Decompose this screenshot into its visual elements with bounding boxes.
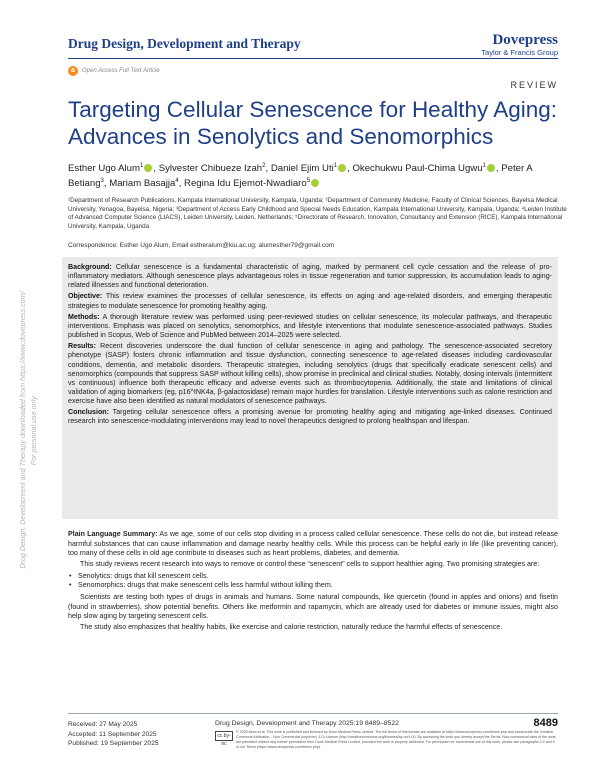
journal-name[interactable]: Drug Design, Development and Therapy [68,36,301,51]
author-affiliation-mark: 2 [262,163,266,169]
correspondence: Correspondence: Esther Ugo Alum, Email estheralum@kiu.ac.ug; alumesther79@gmail.com [68,242,335,249]
abstract-results: Results: Recent discoveries underscore the dual function of cellular senescence in aging and pathology. The senescence-associated secretory phenotype (SASP) fosters chronic inflammation and tissue dysfunction, connecting senescence to age-related diseases including cardiovascular conditions, dementia, and metabolic disorders. Therapeutic strategies, including senolytics (drugs that specifically eradicate senescent cells) and senomorphics (compounds that suppress SASP without killing cells), show promise in preclinical and clinical studies. Notably, dosing intervals (intermittent vs continuous) influence both therapeutic efficacy and adverse events such as thrombocytopenia. Additionally, the state and limitations of clinical validation of aging biomarkers (eg, p16^INK4a, β-galactosidase) remain major hurdles for translation. Lifestyle interventions such as calorie restriction and exercise have also been identified as natural modulators of senescence pathways. [68,342,552,405]
pls-bullet: • Senomorphics: drugs that make senescent cells less harmful without killing them. [78,581,558,591]
author-affiliation-mark: 3 [100,178,104,185]
pls-paragraph: This study reviews recent research into ways to remove or control these “senescent” cells to support healthier aging. Two promising strategies are: [80,560,540,569]
footer-journal-ref[interactable]: Drug Design, Development and Therapy 2025:19 8489–8522 [215,720,399,727]
affiliations: ¹Department of Research Publications, Kampala International University, Kampala, Uganda; ²Department of Community Medicine, Faculty of Clinical Sciences, Bayelsa Medical University, Yenagoa, Bayelsa, Nigeria; ³Department of Access Early Childhood and Special Needs Education, Kampala International University, Kampala, Uganda; ⁴Leiden Institute of Advanced Computer Science (LIACS), Leiden University, Leiden, Netherlands; ⁵Directorate of Research, Innovation, Consultancy and Extension (RICE), Kampala International University, Kampala, Uganda [68,197,567,230]
publisher-logo[interactable] [481,33,558,58]
abstract-box [62,257,558,519]
accepted-date: Accepted: 11 September 2025 [68,730,157,738]
orcid-icon[interactable] [338,164,346,172]
publisher-name: Dovepress [492,32,558,48]
abstract-background: Background: Cellular senescence is a fundamental characteristic of aging, marked by permanent cell cycle cessation and the release of pro-inflammatory mediators. Although senescence plays advantageous roles in tissue regeneration and tumor suppression, its accumulation leads to aging-related illnesses and functional deterioration. [68,263,552,290]
license-text: © 2025 Alum et al. This work is published and licensed by Dove Medical Press Limited. The full terms of this license are available at https://www.dovepress.com/terms.php and incorporate the Creative Commons Attribution – Non Commercial (unported, 4.0) License (http://creativecommons.org/licenses/by-nc/4.0/). By accessing the work you hereby accept the Terms. Non-commercial uses of the work are permitted without any further permission from Dove Medical Press Limited, provided the work is properly attributed. For permission for commercial use of this work, please see paragraphs 4.2 and 5 of our Terms (https://www.dovepress.com/terms.php). [236,730,556,749]
abstract-conclusion: Conclusion: Targeting cellular senescence offers a promising avenue for promoting healthy aging and mitigating age-linked diseases. Continued research into senescence-modulating interventions may lead to novel therapeutics designed to prolong healthspan and lifespan. [68,408,552,426]
article-dates [68,720,159,749]
received-date: Received: 27 May 2025 [68,721,138,728]
abstract-methods: Methods: A thorough literature review was performed using peer-reviewed studies on cellular senescence, its molecular pathways, and therapeutic interventions. Emphasis was placed on senolytics, senomorphics, and lifestyle interventions that modulate senescence-associated pathways. Studies published in Scopus, Web of Science and PubMed between 2014–2025 were selected. [68,312,552,340]
orcid-icon[interactable] [487,164,495,172]
pls-paragraph: Plain Language Summary: As we age, some of our cells stop dividing in a process called cellular senescence. These cells do not die, but instead release harmful substances that can cause inflammation and damage nearby healthy cells. While this process can be helpful early in life (like preventing cancer), too many of these cells in old age contribute to diseases such as heart problems, diabetes, and dementia. [68,530,558,558]
author-affiliation-mark: 1 [482,163,486,169]
pls-paragraph: The study also emphasizes that healthy habits, like exercise and calorie restriction, naturally reduce the harmful effects of senescence. [80,623,503,632]
author-name: Sylvester Chibueze Izah$^2$ [158,163,266,175]
article-title: Targeting Cellular Senescence for Healthy Aging: Advances in Senolytics and Senomorphics [68,97,558,149]
orcid-icon[interactable] [311,179,319,187]
page-number: 8489 [533,717,558,729]
author-list: Esther Ugo Alum$^1$ , Sylvester Chibueze Izah$^2$, Daniel Ejim Uti$^1$ , Okechukwu Paul-Chima Ugwu$^1$ , Peter A Betiang$^3$, Mariam Basajja$^4$, Regina Idu Ejemot-Nwadiaro$^5$ [68,163,533,190]
open-access-badge [68,66,160,76]
author-name: Daniel Ejim Uti$^1$ [271,163,347,174]
download-watermark: Drug Design, Development and Therapy downloaded from https://www.dovepress.com/ For personal use only. [18,291,38,569]
published-date: Published: 19 September 2025 [68,740,159,748]
header-divider [68,58,558,59]
pls-paragraph: Scientists are testing both types of drugs in animals and humans. Some natural compounds, like quercetin (found in apples and onions) and fisetin (found in strawberries), show potential benefits. Others like metformin and rapamycin, which are already used for diabetes or immune issues, might also help slow aging by targeting senescent cells. [68,593,558,621]
cc-license-icon[interactable]: cc by-nc [215,731,233,741]
open-access-label: Open Access Full Text Article [82,68,160,74]
author-name: Esther Ugo Alum$^1$ [68,163,153,174]
author-affiliation-mark: 1 [333,163,338,169]
author-name: Okechukwu Paul-Chima Ugwu$^1$ [352,163,495,174]
footer-divider [68,713,558,714]
pls-bullet: • Senolytics: drugs that kill senescent cells. [78,572,558,582]
author-name: Peter A Betiang$^3$ [68,163,533,190]
author-affiliation-mark: 5 [306,178,311,185]
author-affiliation-mark: 1 [140,163,144,169]
publisher-subtitle: Taylor & Francis Group [481,48,558,57]
author-affiliation-mark: 4 [175,178,179,185]
pls-bullet-list [68,572,558,591]
orcid-icon[interactable] [144,164,152,172]
author-name: Mariam Basajja$^4$ [109,178,179,190]
abstract-objective: Objective: This review examines the processes of cellular senescence, its effects on aging and age-related disorders, and emerging therapeutic strategies to modulate senescence for promoting healthy aging. [68,292,552,310]
author-name: Regina Idu Ejemot-Nwadiaro$^5$ [184,178,320,189]
article-type: REVIEW [510,80,558,90]
plain-language-summary [68,530,558,634]
open-access-lock-icon: a [68,66,78,76]
